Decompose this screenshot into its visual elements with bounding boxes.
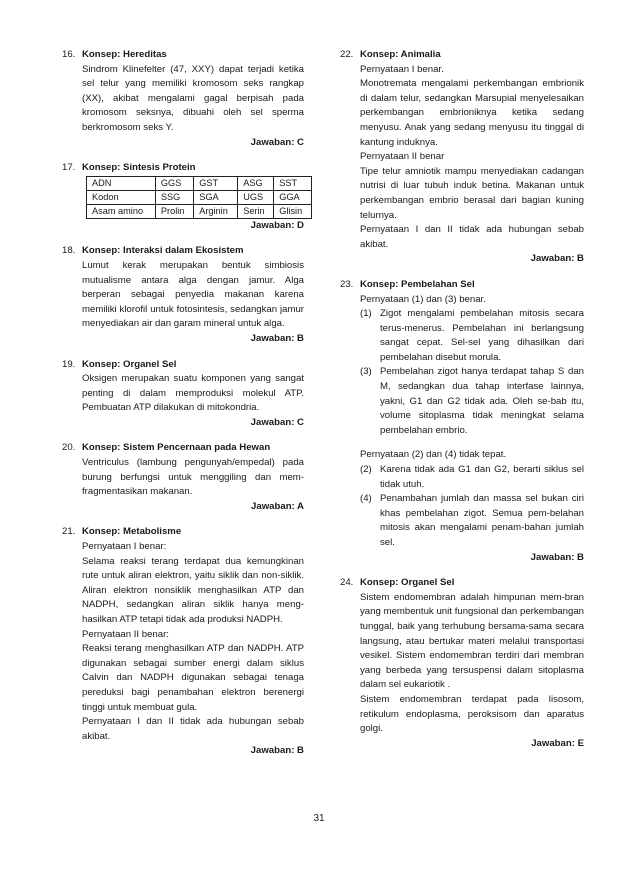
table-cell: Serin: [238, 204, 274, 218]
question-number: 16.: [62, 49, 76, 60]
question-16: [62, 48, 304, 150]
answer-label: Jawaban: D: [250, 219, 304, 231]
answer-label: Jawaban: C: [250, 136, 304, 148]
concept-heading: Konsep: Hereditas: [82, 49, 167, 60]
table-cell: SST: [274, 176, 312, 190]
explanation-text: Monotremata mengalami perkembangan embrionik di dalam telur, sedangkan Marsupial menyelesaikan perkembangan embrioniknya ketika sedang menyusu. Anak yang sedang menyusu itu tinggal di kantung induknya.: [360, 78, 584, 148]
codon-table: [86, 176, 312, 219]
concept-heading: Konsep: Sistem Pencernaan pada Hewan: [82, 442, 271, 454]
concept-heading: Konsep: Organel Sel: [360, 577, 455, 589]
answer-label: Jawaban: C: [250, 416, 304, 428]
list-text: Pembelahan zigot hanya terdapat tahap S dan M, sedangkan dua tahap interfase lainnya, yakni, G1 dan G2 tidak ada. Oleh se-bab itu, volume sitoplasma tidak meningkat selama pembelahan embrio.: [380, 366, 584, 436]
question-number: 24.: [340, 577, 354, 589]
question-21: [62, 525, 304, 759]
concept-heading: Konsep: Organel Sel: [82, 358, 177, 370]
explanation-text: Lumut kerak merupakan bentuk simbiosis mutualisme antara alga dengan jamur. Alga berperan sebagai penyedia makanan karena memiliki klorofil untuk fotosintesis, sedangkan jamur menyediakan air dan garam mineral untuk alga.: [82, 259, 304, 330]
question-number: 23.: [340, 278, 354, 290]
list-text: Karena tidak ada G1 dan G2, berarti siklus sel tidak utuh.: [380, 464, 584, 490]
explanation-text: Oksigen merupakan suatu komponen yang sangat penting di dalam memproduksi molekul ATP. Pembuatan ATP dilakukan di mitokondria.: [82, 373, 304, 414]
list-number: (4): [360, 493, 372, 505]
answer-label: Jawaban: E: [531, 737, 584, 749]
left-column: [62, 48, 304, 759]
page-number: 31: [313, 813, 325, 824]
list-text: Penambahan jumlah dan massa sel bukan ciri khas pembelahan zigot. Semua pem-belahan mitosis akan mengalami penam-bahan jumlah sel.: [380, 493, 584, 548]
explanation-text: Sistem endomembran adalah himpunan mem-bran yang membentuk unit fungsional dan perkembangan tunggal, baik yang terhubung bersama-sama secara langsung, atau bertukar materi melalui transportasi vesikel. Sistem endomembran terdiri dari membran yang berbeda yang tersuspensi dalam sitoplasma dalam sel eukariotik .: [360, 591, 584, 691]
question-19: [62, 358, 304, 431]
table-cell: Glisin: [274, 204, 312, 218]
question-20: [62, 441, 304, 514]
statement-label: Pernyataan II benar:: [82, 628, 169, 640]
list-item: [360, 492, 584, 550]
table-cell: GGA: [274, 190, 312, 204]
answer-label: Jawaban: B: [250, 332, 304, 344]
list-number: (3): [360, 366, 372, 378]
list-number: (1): [360, 308, 372, 320]
explanation-text: Sistem endomembran terdapat pada lisosom, retikulum endoplasma, peroksisom dan aparatus golgi.: [360, 693, 584, 735]
conclusion-text: Pernyataan I dan II tidak ada hubungan sebab akibat.: [360, 224, 584, 250]
statement-label: Pernyataan II benar: [360, 151, 445, 163]
right-column: [340, 48, 584, 751]
question-23: [340, 278, 584, 565]
list-item: [360, 463, 584, 492]
statement-label: Pernyataan (1) dan (3) benar.: [360, 293, 486, 305]
question-number: 20.: [62, 442, 76, 454]
list-number: (2): [360, 464, 372, 476]
explanation-text: Tipe telur amniotik mampu menyediakan cadangan nutrisi di luar tubuh induk betina. Makanan untuk perkembangan embrio berasal dari bagian kuning telurnya.: [360, 165, 584, 221]
table-cell: SGA: [194, 190, 238, 204]
question-number: 18.: [62, 245, 76, 257]
explanation-text: Sindrom Klinefelter (47, XXY) dapat terjadi ketika sel telur yang memiliki kromosom seks rangkap (XX), akibat mengalami gagal berpisah pada kromosom seksnya, dibuahi oleh sel sperma berkromosom seks Y.: [82, 63, 304, 133]
explanation-text: Ventriculus (lambung pengunyah/empedal) pada burung berfungsi untuk menggiling dan mem-fragmentasikan makanan.: [82, 457, 304, 498]
table-cell: Kodon: [87, 190, 156, 204]
answer-label: Jawaban: A: [251, 500, 304, 512]
answer-label: Jawaban: B: [530, 551, 584, 563]
concept-heading: Konsep: Interaksi dalam Ekosistem: [82, 245, 244, 257]
answer-label: Jawaban: B: [250, 745, 304, 757]
table-cell: GGS: [155, 176, 193, 190]
table-cell: GST: [194, 176, 238, 190]
question-number: 19.: [62, 358, 76, 370]
question-number: 22.: [340, 49, 354, 60]
table-cell: Prolin: [155, 204, 193, 218]
statement-label: Pernyataan I benar:: [82, 541, 167, 553]
table-cell: UGS: [238, 190, 274, 204]
explanation-text: Reaksi terang menghasilkan ATP dan NADPH. ATP digunakan sebagai sumber energi dalam siklus Calvin dan NADPH digunakan sebagai tenaga pereduksi bagi penambahan elektron berenergi tinggi untuk membuat gula.: [82, 643, 304, 713]
conclusion-text: Pernyataan I dan II tidak ada hubungan sebab akibat.: [82, 716, 304, 742]
question-18: [62, 244, 304, 346]
question-22: [340, 48, 584, 267]
table-cell: ADN: [87, 176, 156, 190]
table-cell: Asam amino: [87, 204, 156, 218]
list-text: Zigot mengalami pembelahan mitosis secara terus-menerus. Pembelahan ini berlangsung sangat cepat. Sel-sel yang dihasilkan dari pembelahan disebut morula.: [380, 308, 584, 363]
question-24: [340, 576, 584, 751]
concept-heading: Konsep: Pembelahan Sel: [360, 278, 475, 290]
list-item: [360, 365, 584, 438]
question-number: 21.: [62, 526, 76, 538]
concept-heading: Konsep: Animalia: [360, 49, 441, 60]
list-item: [360, 307, 584, 365]
question-number: 17.: [62, 162, 76, 174]
table-cell: SSG: [155, 190, 193, 204]
table-row: [87, 190, 312, 204]
concept-heading: Konsep: Metabolisme: [82, 526, 182, 538]
statement-label: Pernyataan I benar.: [360, 63, 444, 75]
explanation-text: Selama reaksi terang terdapat dua kemungkinan rute untuk aliran elektron, yaitu siklik dan non-siklik. Aliran elektron nonsiklik menghasilkan ATP dan NADPH, sedangkan aliran siklik hanya meng-hasilkan ATP tetapi tidak ada produksi NADPH.: [82, 555, 304, 625]
question-17: [62, 161, 304, 233]
table-cell: ASG: [238, 176, 274, 190]
concept-heading: Konsep: Sintesis Protein: [82, 162, 196, 174]
table-row: [87, 204, 312, 218]
table-row: [87, 176, 312, 190]
statement-label: Pernyataan (2) dan (4) tidak tepat.: [360, 449, 507, 461]
table-cell: Arginin: [194, 204, 238, 218]
answer-label: Jawaban: B: [530, 253, 584, 265]
